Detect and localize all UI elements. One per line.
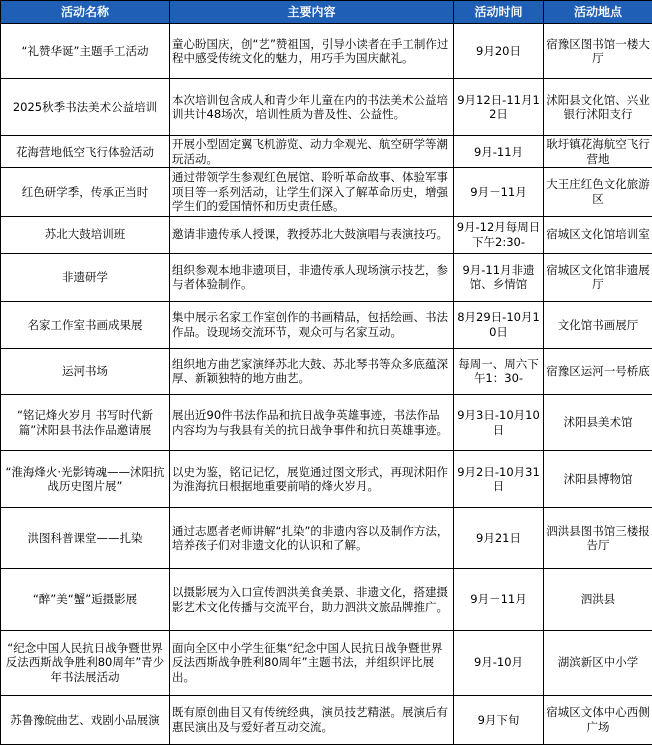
activity-place-cell: 大王庄红色文化旅游区 [544, 168, 652, 216]
activity-name-cell: 洪图科普课堂——扎染 [1, 508, 170, 569]
activity-name-cell: “礼赞华诞”主题手工活动 [1, 24, 170, 79]
table-row [1, 569, 652, 630]
activity-content-cell: 邀请非遗传承人授课，教授苏北大鼓演唱与表演技巧。 [170, 216, 454, 253]
activity-content-cell: 既有原创曲目又有传统经典，演员技艺精湛。展演后有惠民演出及与爱好者互动交流。 [170, 695, 454, 744]
activity-name-cell: 运河书场 [1, 348, 170, 394]
activity-content-cell: 展出近90件书法作品和抗日战争英雄事迹，书法作品内容均为与我县有关的抗日战争事件和抗日英雄事迹。 [170, 394, 454, 450]
activity-place-cell: 湖滨新区中小学 [544, 630, 652, 695]
table-row [1, 136, 652, 168]
table-row [1, 253, 652, 301]
activity-place-cell: 耿圩镇花海航空飞行营地 [544, 136, 652, 168]
activity-time-cell: 9月－11月 [454, 168, 544, 216]
activity-name-cell: “醉”美“蟹”逅摄影展 [1, 569, 170, 630]
activity-time-cell: 每周一、周六下午1：30- [454, 348, 544, 394]
activity-content-cell: 通过志愿者老师讲解“扎染”的非遗内容以及制作方法，培养孩子们对非遗文化的认识和了解。 [170, 508, 454, 569]
activity-content-cell: 通过带领学生参观红色展馆、聆听革命故事、体验军事项目等一系列活动，让学生们深入了解革命历史，增强学生们的爱国情怀和历史责任感。 [170, 168, 454, 216]
activity-place-cell: 宿豫区图书馆一楼大厅 [544, 24, 652, 79]
activity-name-cell: 红色研学季，传承正当时 [1, 168, 170, 216]
activity-time-cell: 9月-11月 [454, 136, 544, 168]
header-activity-name: 活动名称 [1, 1, 170, 24]
header-main-content: 主要内容 [170, 1, 454, 24]
activity-time-cell: 9月20日 [454, 24, 544, 79]
table-row [1, 301, 652, 348]
activity-place-cell: 文化馆书画展厅 [544, 301, 652, 348]
activity-content-cell: 组织地方曲艺家演绎苏北大鼓、苏北琴书等众多底蕴深厚、新颖独特的地方曲艺。 [170, 348, 454, 394]
activity-content-cell: 集中展示名家工作室创作的书画精品，包括绘画、书法作品。设现场交流环节，观众可与名家互动。 [170, 301, 454, 348]
activity-place-cell: 宿城区文化馆培训室 [544, 216, 652, 253]
activity-name-cell: “淮海烽火·光影铸魂——沭阳抗战历史图片展” [1, 451, 170, 508]
activity-name-cell: 非遗研学 [1, 253, 170, 301]
table-row [1, 630, 652, 695]
activity-place-cell: 宿豫区运河一号桥底 [544, 348, 652, 394]
table-row [1, 24, 652, 79]
activity-place-cell: 沭阳县博物馆 [544, 451, 652, 508]
activity-time-cell: 9月-12月每周日下午2:30- [454, 216, 544, 253]
activity-time-cell: 9月-11月非遗馆、乡情馆 [454, 253, 544, 301]
activity-name-cell: 2025秋季书法美术公益培训 [1, 79, 170, 136]
activity-name-cell: 名家工作室书画成果展 [1, 301, 170, 348]
activity-content-cell: 开展小型固定翼飞机游览、动力伞观光、航空研学等潮玩活动。 [170, 136, 454, 168]
activity-place-cell: 宿城区文化馆非遗展厅 [544, 253, 652, 301]
activity-content-cell: 以摄影展为入口宣传泗洪美食美景、非遗文化，搭建摄影艺术文化传播与交流平台，助力泗洪文旅品牌推广。 [170, 569, 454, 630]
activity-name-cell: “铭记烽火岁月 书写时代新篇”沭阳县书法作品邀请展 [1, 394, 170, 450]
activity-content-cell: 面向全区中小学生征集“纪念中国人民抗日战争暨世界反法西斯战争胜利80周年”主题书法，并组织评比展出。 [170, 630, 454, 695]
activity-time-cell: 9月21日 [454, 508, 544, 569]
activity-time-cell: 9月下旬 [454, 695, 544, 744]
activity-time-cell: 9月－11月 [454, 569, 544, 630]
activity-content-cell: 童心盼国庆，创“艺”赞祖国，引导小读者在手工制作过程中感受传统文化的魅力，用巧手为国庆献礼。 [170, 24, 454, 79]
table-row [1, 695, 652, 744]
activity-name-cell: 苏北大鼓培训班 [1, 216, 170, 253]
activity-place-cell: 沭阳县美术馆 [544, 394, 652, 450]
activity-content-cell: 本次培训包含成人和青少年儿童在内的书法美术公益培训共计48场次，培训性质为普及性、公益性。 [170, 79, 454, 136]
table-row [1, 348, 652, 394]
table-row [1, 451, 652, 508]
activity-time-cell: 9月-10月 [454, 630, 544, 695]
table-row [1, 168, 652, 216]
activity-place-cell: 宿城区文体中心西侧广场 [544, 695, 652, 744]
activity-time-cell: 8月29日-10月10日 [454, 301, 544, 348]
activity-content-cell: 以史为鉴，铭记记忆，展览通过图文形式，再现沭阳作为淮海抗日根据地重要前哨的烽火岁月。 [170, 451, 454, 508]
activity-place-cell: 泗洪县图书馆三楼报告厅 [544, 508, 652, 569]
activity-name-cell: “纪念中国人民抗日战争暨世界反法西斯战争胜利80周年”青少年书法展活动 [1, 630, 170, 695]
table-row [1, 394, 652, 450]
activity-time-cell: 9月3日-10月10日 [454, 394, 544, 450]
activity-place-cell: 泗洪县 [544, 569, 652, 630]
header-activity-time: 活动时间 [454, 1, 544, 24]
table-row [1, 216, 652, 253]
table-row [1, 79, 652, 136]
table-row [1, 508, 652, 569]
activity-time-cell: 9月12日-11月12日 [454, 79, 544, 136]
activity-time-cell: 9月2日-10月31日 [454, 451, 544, 508]
activity-name-cell: 苏鲁豫皖曲艺、戏剧小品展演 [1, 695, 170, 744]
header-row [1, 1, 652, 24]
header-activity-place: 活动地点 [544, 1, 652, 24]
activity-name-cell: 花海营地低空飞行体验活动 [1, 136, 170, 168]
activity-content-cell: 组织参观本地非遗项目，非遗传承人现场演示技艺，参与者体验制作。 [170, 253, 454, 301]
activity-place-cell: 沭阳县文化馆、兴业银行沭阳支行 [544, 79, 652, 136]
